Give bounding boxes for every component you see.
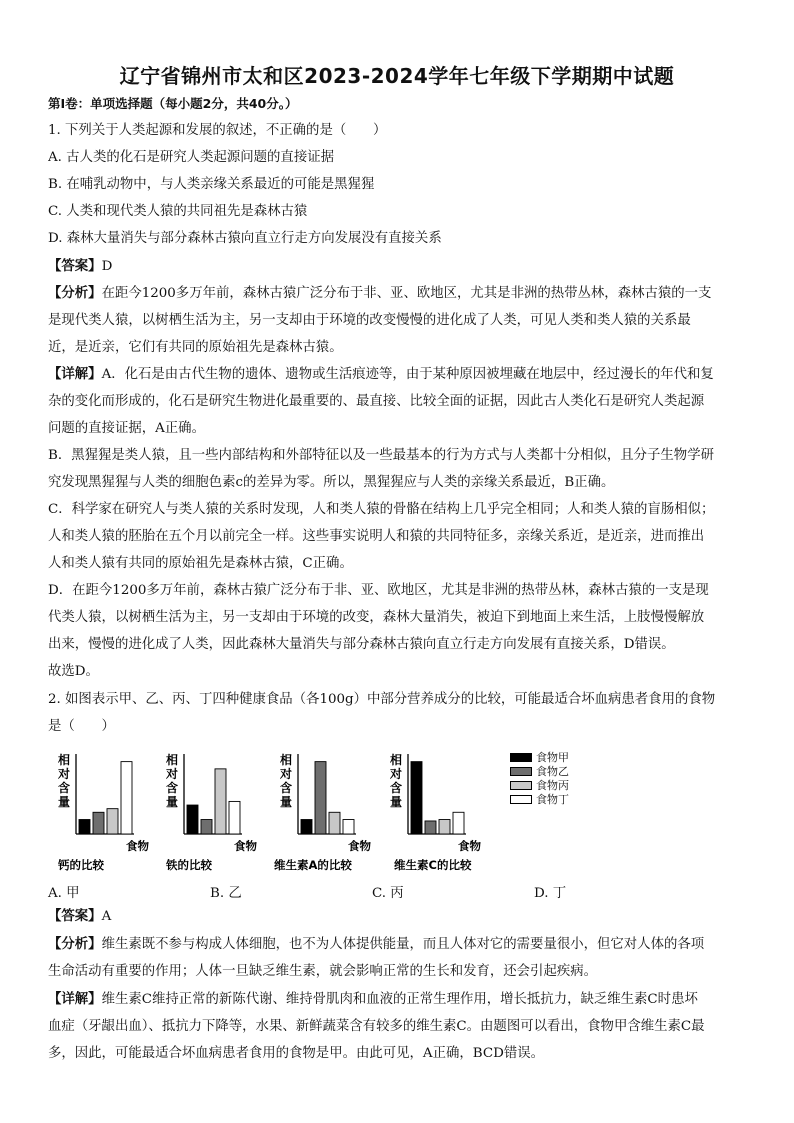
legend-item (510, 750, 569, 764)
q1-detail-line: 究发现黑猩猩与人类的细胞色素c的差异为零。所以，黑猩猩应与人类的亲缘关系最近，B正确。 (48, 475, 615, 490)
q1-detail-line (48, 366, 748, 384)
y-axis-label-char: 含 (390, 781, 403, 795)
legend-swatch (510, 753, 532, 762)
chart-bar (201, 820, 212, 834)
q1-detail-line: B．黑猩猩是类人猿，且一些内部结构和外部特征以及一些最基本的行为方式与人类都十分相似，且分子生物学研 (48, 448, 714, 463)
analysis-tag: 【分析】 (48, 937, 102, 952)
legend-item (510, 764, 569, 778)
q1-answer (48, 258, 748, 276)
q1-conclusion: 故选D。 (48, 664, 99, 679)
analysis-text: 在距今1200多万年前，森林古猿广泛分布于非、亚、欧地区，尤其是非洲的热带丛林，森林古猿的一支 (101, 286, 712, 301)
legend-swatch (510, 767, 532, 776)
y-axis-label-char: 对 (166, 767, 179, 781)
section-heading: 第Ⅰ卷：单项选择题（每小题2分，共40分。） (48, 96, 298, 111)
q1-analysis-line (48, 285, 748, 303)
chart-title: 钙的比较 (58, 858, 104, 872)
analysis-tag: 【分析】 (48, 286, 102, 301)
chart-bar (411, 762, 422, 834)
q1-detail-line: D．在距今1200多万年前，森林古猿广泛分布于非、亚、欧地区，尤其是非洲的热带丛林，森林古猿的一支是现 (48, 583, 709, 598)
q1-stem: 1. 下列关于人类起源和发展的叙述，不正确的是（ ） (48, 123, 387, 138)
q1-option-c: C. 人类和现代类人猿的共同祖先是森林古猿 (48, 204, 308, 219)
legend-label: 食物丁 (536, 793, 569, 806)
q1-option-b: B. 在哺乳动物中，与人类亲缘关系最近的可能是黑猩猩 (48, 177, 375, 192)
q1-option-a: A. 古人类的化石是研究人类起源问题的直接证据 (48, 150, 334, 165)
y-axis-label-char: 相 (280, 753, 293, 767)
q1-analysis-line: 近，是近亲，它们有共同的原始祖先是森林古猿。 (48, 340, 343, 355)
y-axis-label-char: 对 (280, 767, 293, 781)
y-axis-label-char: 量 (166, 795, 179, 809)
y-axis-label-char: 量 (390, 795, 403, 809)
chart-bar (301, 820, 312, 834)
chart-bar (343, 820, 354, 834)
x-axis-label: 食物 (458, 839, 481, 853)
y-axis-label-char: 对 (390, 767, 403, 781)
q1-detail-line: 出来，慢慢的进化成了人类，因此森林大量消失与部分森林古猿向直立行走方向发展有直接关系，D错误。 (48, 637, 675, 652)
page-title: 辽宁省锦州市太和区2023-2024学年七年级下学期期中试题 (119, 64, 675, 88)
chart-title: 铁的比较 (166, 858, 212, 872)
analysis-text: 维生素既不参与构成人体细胞，也不为人体提供能量，而且人体对它的需要量很小，但它对人体的各项 (101, 937, 705, 952)
answer-value: D (101, 259, 113, 274)
q1-detail-line: 杂的变化而形成的，化石是研究生物进化最重要的、最直接、比较全面的证据，因此古人类化石是研究人类起源 (48, 394, 705, 409)
legend-swatch (510, 795, 532, 804)
y-axis-label-char: 量 (280, 795, 293, 809)
chart-bar (121, 762, 132, 834)
y-axis-label-char: 量 (58, 795, 71, 809)
q2-option-a: A. 甲 (48, 886, 80, 901)
answer-tag: 【答案】 (48, 259, 102, 274)
q1-option-d: D. 森林大量消失与部分森林古猿向直立行走方向发展没有直接关系 (48, 231, 442, 246)
q1-analysis-line: 是现代类人猿，以树栖生活为主，另一支却由于环境的改变慢慢的进化成了人类，可见人类和类人猿的关系最 (48, 313, 691, 328)
q2-answer (48, 908, 748, 926)
y-axis-label-char: 含 (166, 781, 179, 795)
q2-stem: 2. 如图表示甲、乙、丙、丁四种健康食品（各100g）中部分营养成分的比较，可能最适合坏血病患者食用的食物 (48, 692, 716, 707)
q2-analysis-line (48, 936, 748, 954)
q2-analysis-line: 生命活动有重要的作用；人体一旦缺乏维生素，就会影响正常的生长和发育，还会引起疾病。 (48, 964, 598, 979)
y-axis-label-char: 相 (390, 753, 403, 767)
answer-tag: 【答案】 (48, 909, 102, 924)
chart-bar (107, 809, 118, 834)
q1-detail-line: 人和类人猿有共同的原始祖先是森林古猿，C正确。 (48, 556, 353, 571)
chart-legend (510, 750, 569, 806)
q2-detail-line: 多，因此，可能最适合坏血病患者食用的食物是甲。由此可见，A正确，BCD错误。 (48, 1046, 545, 1061)
q2-detail-line: 血症（牙龈出血）、抵抗力下降等，水果、新鲜蔬菜含有较多的维生素C。由题图可以看出，食物甲含维生素C最 (48, 1019, 705, 1034)
chart-bar (425, 821, 436, 834)
legend-label: 食物甲 (536, 751, 569, 764)
chart-bar (93, 812, 104, 834)
q2-option-d: D. 丁 (534, 886, 567, 901)
y-axis-label-char: 对 (58, 767, 71, 781)
q2-stem: 是（ ） (48, 719, 115, 734)
chart-bar (229, 801, 240, 834)
legend-label: 食物丙 (536, 779, 569, 792)
q1-detail-line: C．科学家在研究人与类人猿的关系时发现，人和类人猿的骨骼在结构上几乎完全相同；人和类人猿的盲肠相似； (48, 502, 715, 517)
x-axis-label: 食物 (126, 839, 149, 853)
chart-bar (439, 820, 450, 834)
y-axis-label-char: 相 (58, 753, 71, 767)
legend-item (510, 792, 569, 806)
chart-title: 维生素C的比较 (394, 858, 472, 872)
y-axis-label-char: 含 (280, 781, 293, 795)
q2-detail-line (48, 991, 748, 1009)
chart-bar (187, 805, 198, 834)
chart-bar (329, 812, 340, 834)
chart-bar (453, 812, 464, 834)
answer-value: A (101, 909, 112, 924)
detail-text: 维生素C维持正常的新陈代谢、维持骨肌肉和血液的正常生理作用，增长抵抗力，缺乏维生素C时患坏 (101, 992, 698, 1007)
legend-swatch (510, 781, 532, 790)
y-axis-label-char: 相 (166, 753, 179, 767)
q2-option-b: B. 乙 (210, 886, 242, 901)
legend-item (510, 778, 569, 792)
chart-bar (215, 769, 226, 834)
detail-text: A．化石是由古代生物的遗体、遗物或生活痕迹等，由于某种原因被埋藏在地层中，经过漫长的年代和复 (101, 367, 714, 382)
detail-tag: 【详解】 (48, 367, 102, 382)
chart-bar (315, 762, 326, 834)
x-axis-label: 食物 (348, 839, 371, 853)
legend-label: 食物乙 (536, 765, 569, 778)
q1-detail-line: 代类人猿，以树栖生活为主，另一支却由于环境的改变，森林大量消失，被迫下到地面上来生活，上肢慢慢解放 (48, 610, 705, 625)
q1-detail-line: 问题的直接证据，A正确。 (48, 421, 205, 436)
q2-option-c: C. 丙 (372, 886, 404, 901)
x-axis-label: 食物 (234, 839, 257, 853)
chart-bar (79, 820, 90, 834)
detail-tag: 【详解】 (48, 992, 102, 1007)
chart-title: 维生素A的比较 (274, 858, 352, 872)
q1-detail-line: 人和类人猿的胚胎在五个月以前完全一样。这些事实说明人和猿的共同特征多，亲缘关系近，是近亲，进而推出 (48, 529, 705, 544)
y-axis-label-char: 含 (58, 781, 71, 795)
